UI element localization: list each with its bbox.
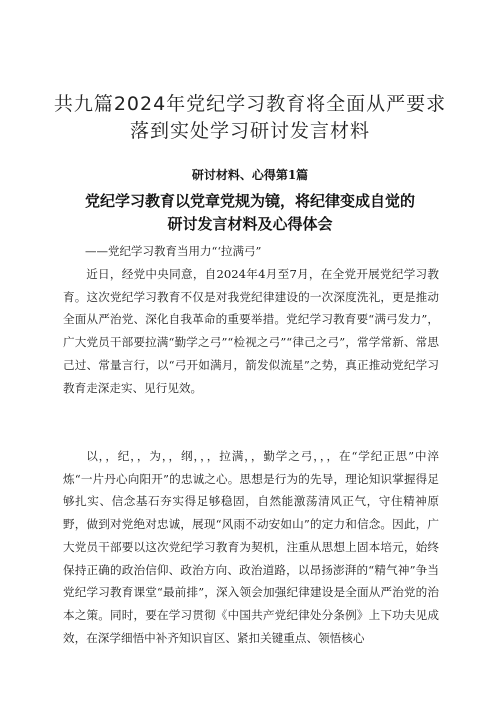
article-title-line-1: 党纪学习教育以党章党规为镜，将纪律变成自觉的 <box>84 192 415 210</box>
document-title-line-1: 共九篇2024年党纪学习教育将全面从严要求 <box>53 93 447 115</box>
section-label: 研讨材料、心得第1篇 <box>191 168 309 182</box>
article-title-line-2: 研讨发言材料及心得体会 <box>167 215 333 233</box>
document-title-line-2: 落到实处学习研讨发言材料 <box>129 120 370 142</box>
article-byline: ——党纪学习教育当用力“‘拉满弓” <box>85 244 262 258</box>
body-paragraph: 近日，经党中央同意，自2024年4月至7月，在全党开展党纪学习教育。这次党纪学习教育不仅是对我党纪律建设的一次深度洗礼，更是推动全面从严治党、深化自我革命的重要举措。党纪学习教育要“满弓发力”，广大党员干部要拉满“勤学之弓”“检视之弓”“律己之弓”，常学常新、常思己过、常量言行，以“弓开如满月，箭发似流星”之势，真正推动党纪学习教育走深走实、见行见效。 <box>63 267 439 395</box>
body-paragraph: 以，，纪，，为，，纲，，，拉满，，勤学之弓，，，在“学纪正思”中淬炼“一片丹心向阳开”的忠诚之心。思想是行为的先导，理论知识掌握得足够扎实、信念基石夯实得足够稳固，自然能激荡清风正气，守住精神原野，做到对党绝对忠诚，展现“风雨不动安如山”的定力和信念。因此，广大党员干部要以这次党纪学习教育为契机，注重从思想上固本培元，始终保持正确的政治信仰、政治方向、政治道路，以昂扬澎湃的“精气神”争当党纪学习教育课堂“最前排”，深入领会加强纪律建设是全面从严治党的治本之策。同时，要在学习贯彻《中国共产党纪律处分条例》上下功夫见成效，在深学细悟中补齐知识盲区、紧扣关键重点、领悟核心 <box>63 449 439 645</box>
